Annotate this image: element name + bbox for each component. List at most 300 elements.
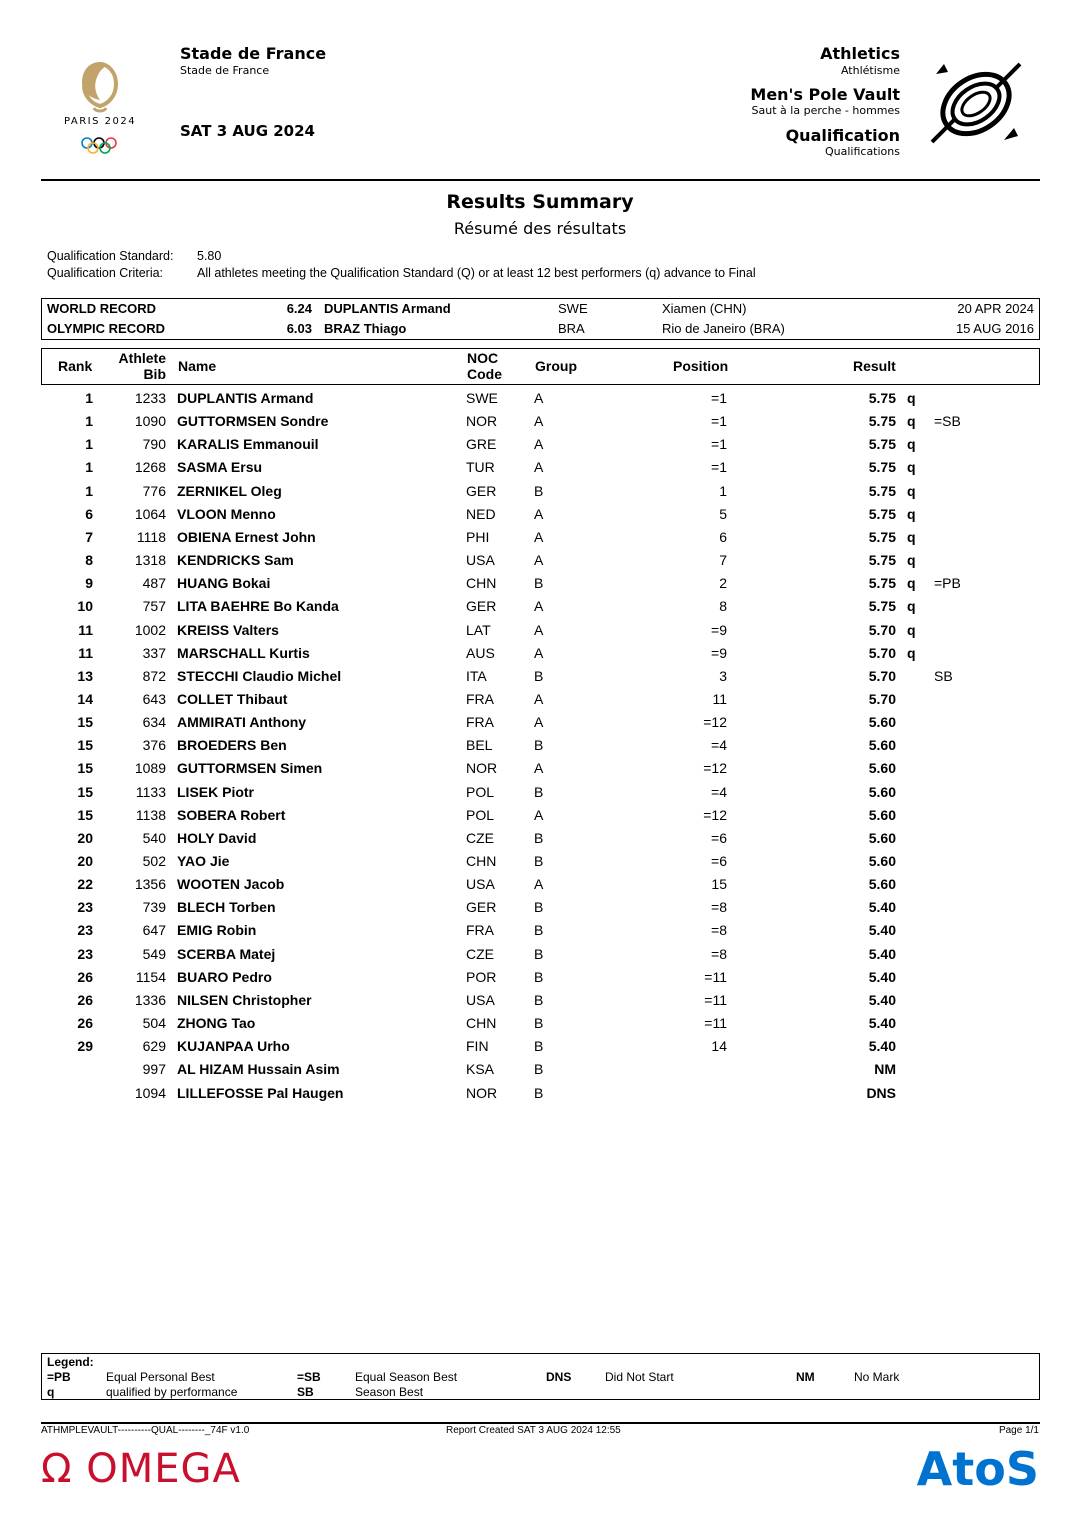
- rank-cell: 1: [85, 436, 93, 453]
- noc-cell: NOR: [466, 760, 498, 777]
- result-cell: 5.75: [868, 528, 896, 545]
- rank-cell: 9: [85, 575, 93, 592]
- athlete-name: YAO Jie: [177, 853, 230, 869]
- bib-cell: 1233: [134, 390, 166, 406]
- noc-cell: FIN: [466, 1038, 489, 1055]
- logo-text: PARIS 2024: [64, 116, 137, 127]
- bib-cell: 540: [142, 829, 166, 846]
- note-cell: =PB: [934, 575, 961, 592]
- venue-name-fr: Stade de France: [180, 64, 270, 77]
- bib-cell: 1090: [134, 413, 166, 430]
- bib-cell: 1002: [134, 621, 166, 638]
- phase-name: Qualification: [785, 126, 900, 145]
- group-cell: B: [534, 945, 544, 962]
- bib-cell: 629: [142, 1038, 166, 1055]
- rank-cell: 6: [85, 505, 93, 522]
- bib-cell: 1133: [135, 783, 166, 800]
- rank-cell: 11: [78, 621, 93, 638]
- group-cell: A: [534, 621, 544, 638]
- position-cell: =4: [711, 737, 727, 754]
- qualified-mark: q: [907, 598, 916, 615]
- group-cell: A: [534, 436, 544, 453]
- position-cell: 14: [711, 1038, 727, 1055]
- athlete-name: AMMIRATI Anthony: [177, 714, 307, 731]
- result-cell: 5.60: [868, 876, 896, 893]
- table-row: [41, 757, 1041, 780]
- bib-cell: 1118: [136, 528, 166, 545]
- result-cell: 5.60: [868, 806, 896, 823]
- athlete-name: LISEK Piotr: [177, 783, 255, 800]
- result-cell: 5.75: [868, 598, 896, 615]
- result-cell: 5.60: [868, 829, 896, 846]
- result-cell: 5.60: [868, 783, 896, 800]
- athlete-name: HOLY David: [177, 829, 257, 846]
- athlete-name: GUTTORMSEN Simen: [177, 760, 323, 777]
- bib-cell: 487: [142, 575, 166, 592]
- rank-cell: 15: [77, 783, 93, 800]
- world-record-row: [42, 299, 1039, 318]
- result-cell: 5.60: [868, 760, 896, 777]
- result-cell: 5.70: [868, 644, 896, 661]
- bib-cell: 1336: [134, 991, 166, 1008]
- qual-standard-value: 5.80: [197, 249, 222, 263]
- group-cell: B: [534, 1038, 544, 1055]
- result-cell: 5.70: [868, 667, 896, 684]
- group-cell: B: [534, 829, 544, 846]
- noc-cell: ITA: [466, 667, 487, 684]
- group-cell: A: [534, 390, 544, 406]
- noc-cell: KSA: [466, 1061, 495, 1078]
- group-cell: A: [534, 505, 544, 522]
- position-cell: 5: [719, 505, 727, 522]
- athlete-name: OBIENA Ernest John: [177, 528, 316, 545]
- record-mark: 6.24: [286, 301, 312, 316]
- bib-cell: 376: [142, 737, 166, 754]
- noc-cell: CZE: [466, 945, 494, 962]
- table-row: [41, 919, 1041, 942]
- athlete-name: SCERBA Matej: [177, 945, 276, 962]
- athlete-name: SASMA Ersu: [177, 459, 263, 476]
- athlete-name: VLOON Menno: [177, 505, 276, 522]
- col-result: Result: [853, 358, 896, 374]
- bib-cell: 1268: [134, 459, 166, 476]
- qual-standard-label: Qualification Standard:: [47, 249, 174, 263]
- paris-2024-emblem-icon: [50, 50, 150, 160]
- table-row: [41, 595, 1041, 618]
- bib-cell: 1318: [134, 552, 166, 569]
- result-cell: 5.75: [868, 575, 896, 592]
- bib-cell: 647: [142, 922, 166, 939]
- rank-cell: 1: [85, 459, 93, 476]
- bib-cell: 634: [142, 714, 166, 731]
- legend-code: SB: [297, 1385, 314, 1399]
- group-cell: B: [534, 482, 544, 499]
- group-cell: B: [534, 899, 544, 916]
- rank-cell: 1: [85, 390, 93, 406]
- rank-cell: 1: [85, 413, 93, 430]
- report-code: ATHMPLEVAULT----------QUAL--------_74F v1.0: [41, 1425, 250, 1436]
- athlete-name: BLECH Torben: [177, 899, 276, 916]
- bib-cell: 776: [142, 482, 166, 499]
- result-cell: 5.40: [868, 922, 896, 939]
- athlete-name: KUJANPAA Urho: [177, 1038, 290, 1055]
- group-cell: B: [534, 1061, 544, 1078]
- noc-cell: CHN: [466, 575, 497, 592]
- result-cell: 5.60: [868, 853, 896, 869]
- legend-box: [41, 1353, 1040, 1400]
- report-created: Report Created SAT 3 AUG 2024 12:55: [446, 1425, 621, 1436]
- note-cell: SB: [934, 667, 953, 684]
- legend-desc: Season Best: [355, 1385, 424, 1399]
- noc-cell: CZE: [466, 829, 494, 846]
- bib-cell: 997: [142, 1061, 166, 1078]
- athlete-name: BROEDERS Ben: [177, 737, 287, 754]
- athlete-name: HUANG Bokai: [177, 575, 271, 592]
- legend-code: =PB: [47, 1370, 71, 1384]
- page-subtitle: Résumé des résultats: [453, 219, 627, 238]
- venue-name: Stade de France: [180, 44, 327, 63]
- records-box: [41, 298, 1040, 340]
- table-row: [41, 804, 1041, 827]
- rank-cell: 26: [77, 968, 93, 985]
- event-date: SAT 3 AUG 2024: [180, 122, 315, 140]
- position-cell: =8: [711, 899, 727, 916]
- rank-cell: 1: [85, 482, 93, 499]
- result-cell: 5.40: [868, 1015, 896, 1032]
- noc-cell: USA: [466, 552, 495, 569]
- table-row: [41, 827, 1041, 850]
- rank-cell: 23: [77, 922, 93, 939]
- position-cell: =4: [711, 783, 727, 800]
- rank-cell: 13: [77, 667, 93, 684]
- rank-cell: 14: [77, 690, 93, 707]
- rank-cell: 10: [77, 598, 93, 615]
- position-cell: =12: [703, 760, 727, 777]
- record-date: 15 AUG 2016: [955, 321, 1034, 336]
- noc-cell: NED: [466, 505, 496, 522]
- col-position: Position: [673, 358, 729, 374]
- group-cell: B: [534, 991, 544, 1008]
- athlete-name: EMIG Robin: [177, 922, 257, 939]
- qualified-mark: q: [907, 482, 916, 499]
- record-place: Rio de Janeiro (BRA): [662, 321, 785, 336]
- record-holder: BRAZ Thiago: [324, 321, 407, 336]
- results-table-header: [41, 348, 1040, 385]
- bib-cell: 1356: [134, 876, 166, 893]
- noc-cell: FRA: [466, 690, 494, 707]
- bib-cell: 504: [142, 1015, 166, 1032]
- record-date: 20 APR 2024: [957, 301, 1034, 316]
- rank-cell: 7: [85, 528, 93, 545]
- bib-cell: 790: [142, 436, 166, 453]
- position-cell: =12: [703, 806, 727, 823]
- result-cell: 5.75: [868, 390, 896, 406]
- noc-cell: POL: [466, 806, 495, 823]
- table-row: [41, 433, 1041, 456]
- result-cell: 5.75: [868, 505, 896, 522]
- noc-cell: USA: [466, 991, 495, 1008]
- group-cell: A: [534, 413, 544, 430]
- qualified-mark: q: [907, 644, 916, 661]
- athlete-name: DUPLANTIS Armand: [177, 390, 314, 406]
- event-name-fr: Saut à la perche - hommes: [751, 104, 900, 117]
- athlete-name: WOOTEN Jacob: [177, 876, 285, 893]
- noc-cell: BEL: [466, 737, 493, 754]
- athlete-name: STECCHI Claudio Michel: [177, 667, 342, 684]
- bib-cell: 643: [142, 690, 166, 707]
- table-row: [41, 549, 1041, 572]
- table-row: [41, 526, 1041, 549]
- table-row: [41, 665, 1041, 688]
- result-cell: 5.40: [868, 968, 896, 985]
- group-cell: B: [534, 575, 544, 592]
- athlete-name: MARSCHALL Kurtis: [177, 644, 310, 661]
- athlete-name: ZHONG Tao: [177, 1015, 256, 1032]
- position-cell: 7: [719, 552, 727, 569]
- col-rank: Rank: [58, 358, 93, 374]
- athlete-name: BUARO Pedro: [177, 968, 272, 985]
- qualified-mark: q: [907, 575, 916, 592]
- group-cell: B: [534, 853, 544, 869]
- rank-cell: 22: [77, 876, 93, 893]
- table-row: [41, 503, 1041, 526]
- position-cell: =1: [711, 459, 727, 476]
- athlete-name: KARALIS Emmanouil: [177, 436, 319, 453]
- legend-desc: Equal Personal Best: [106, 1370, 215, 1384]
- noc-cell: FRA: [466, 714, 494, 731]
- table-row: [41, 1012, 1041, 1035]
- legend-code: q: [47, 1385, 55, 1399]
- legend-desc: Equal Season Best: [355, 1370, 458, 1384]
- table-row: [41, 896, 1041, 919]
- group-cell: A: [534, 528, 544, 545]
- rank-cell: 26: [77, 1015, 93, 1032]
- olympic-record-row: [42, 319, 1039, 338]
- position-cell: =1: [711, 390, 727, 406]
- table-row: [41, 734, 1041, 757]
- bib-cell: 757: [142, 598, 166, 615]
- col-bib: Bib: [143, 366, 166, 382]
- rank-cell: 20: [77, 829, 93, 846]
- bib-cell: 502: [142, 853, 166, 869]
- group-cell: B: [534, 1084, 544, 1101]
- athlete-name: LILLEFOSSE Pal Haugen: [177, 1084, 344, 1101]
- noc-cell: POL: [466, 783, 495, 800]
- result-cell: 5.60: [868, 714, 896, 731]
- position-cell: =8: [711, 945, 727, 962]
- qualified-mark: q: [907, 505, 916, 522]
- athlete-name: KENDRICKS Sam: [177, 552, 294, 569]
- legend-code: =SB: [297, 1370, 321, 1384]
- atos-logo: AtoS: [916, 1442, 1039, 1496]
- position-cell: =11: [704, 968, 727, 985]
- col-name: Name: [178, 358, 217, 374]
- result-cell: 5.75: [868, 436, 896, 453]
- noc-cell: POR: [466, 968, 497, 985]
- position-cell: =11: [704, 991, 727, 1008]
- result-cell: 5.70: [868, 690, 896, 707]
- position-cell: 2: [719, 575, 727, 592]
- table-row: [41, 711, 1041, 734]
- legend-desc: qualified by performance: [106, 1385, 238, 1399]
- rank-cell: 20: [77, 853, 93, 869]
- qualified-mark: q: [907, 552, 916, 569]
- rank-cell: 15: [77, 737, 93, 754]
- table-row: [41, 850, 1041, 873]
- group-cell: B: [534, 968, 544, 985]
- rank-cell: 11: [78, 644, 93, 661]
- bib-cell: 872: [142, 667, 166, 684]
- group-cell: B: [534, 667, 544, 684]
- position-cell: =9: [711, 644, 727, 661]
- col-code: Code: [467, 366, 502, 382]
- sport-name-fr: Athlétisme: [840, 64, 900, 77]
- result-cell: DNS: [866, 1084, 896, 1101]
- athlete-name: LITA BAEHRE Bo Kanda: [177, 598, 339, 615]
- noc-cell: GER: [466, 482, 497, 499]
- footer-divider: [41, 1422, 1040, 1424]
- group-cell: A: [534, 714, 544, 731]
- position-cell: =6: [711, 829, 727, 846]
- table-row: [41, 943, 1041, 966]
- rank-cell: 15: [77, 806, 93, 823]
- record-noc: BRA: [558, 321, 585, 336]
- record-noc: SWE: [558, 301, 588, 316]
- noc-cell: GER: [466, 598, 497, 615]
- result-cell: 5.40: [868, 945, 896, 962]
- omega-logo: Ω OMEGA: [41, 1446, 241, 1492]
- page-title: Results Summary: [446, 191, 634, 213]
- legend-code: NM: [796, 1370, 815, 1384]
- noc-cell: TUR: [466, 459, 495, 476]
- group-cell: B: [534, 783, 544, 800]
- bib-cell: 1089: [134, 760, 166, 777]
- table-row: [41, 480, 1041, 503]
- position-cell: =6: [711, 853, 727, 869]
- position-cell: 15: [711, 876, 727, 893]
- result-cell: 5.75: [868, 459, 896, 476]
- noc-cell: CHN: [466, 853, 497, 869]
- record-mark: 6.03: [286, 321, 312, 336]
- bib-cell: 549: [142, 945, 166, 962]
- phase-name-fr: Qualifications: [824, 145, 900, 158]
- legend-desc: No Mark: [854, 1370, 900, 1384]
- group-cell: B: [534, 737, 544, 754]
- table-row: [41, 1035, 1041, 1058]
- athlete-name: NILSEN Christopher: [177, 991, 312, 1008]
- position-cell: =8: [711, 922, 727, 939]
- athlete-name: GUTTORMSEN Sondre: [177, 413, 329, 430]
- athlete-name: KREISS Valters: [177, 621, 279, 638]
- athlete-name: SOBERA Robert: [177, 806, 286, 823]
- position-cell: 11: [712, 690, 727, 707]
- qualified-mark: q: [907, 390, 916, 406]
- table-row: [41, 1082, 1041, 1105]
- table-row: [41, 619, 1041, 642]
- result-cell: 5.75: [868, 552, 896, 569]
- sport-name: Athletics: [820, 44, 900, 63]
- col-noc: NOC: [467, 350, 499, 366]
- qualified-mark: q: [907, 459, 916, 476]
- table-row: [41, 688, 1041, 711]
- result-cell: 5.75: [868, 482, 896, 499]
- noc-cell: FRA: [466, 922, 494, 939]
- page-number: Page 1/1: [998, 1425, 1039, 1436]
- table-row: [41, 410, 1041, 433]
- result-cell: 5.40: [868, 991, 896, 1008]
- position-cell: =1: [711, 413, 727, 430]
- result-cell: 5.75: [868, 413, 896, 430]
- pole-vault-pictogram-icon: [926, 58, 1024, 148]
- noc-cell: CHN: [466, 1015, 497, 1032]
- noc-cell: NOR: [466, 1084, 498, 1101]
- qual-criteria-label: Qualification Criteria:: [47, 266, 164, 280]
- rank-cell: 23: [77, 945, 93, 962]
- group-cell: A: [534, 598, 544, 615]
- noc-cell: NOR: [466, 413, 498, 430]
- noc-cell: LAT: [466, 621, 491, 638]
- note-cell: =SB: [934, 413, 961, 430]
- result-cell: 5.60: [868, 737, 896, 754]
- paris-2024-logo: [50, 50, 150, 160]
- table-row: [41, 387, 1041, 410]
- col-group: Group: [535, 358, 577, 374]
- rank-cell: 8: [85, 552, 93, 569]
- noc-cell: USA: [466, 876, 495, 893]
- bib-cell: 337: [142, 644, 166, 661]
- result-cell: 5.40: [868, 1038, 896, 1055]
- bib-cell: 739: [142, 899, 166, 916]
- group-cell: A: [534, 690, 544, 707]
- position-cell: =1: [711, 436, 727, 453]
- result-cell: 5.70: [868, 621, 896, 638]
- record-place: Xiamen (CHN): [662, 301, 747, 316]
- group-cell: A: [534, 806, 544, 823]
- position-cell: 3: [719, 667, 727, 684]
- rank-cell: 15: [77, 760, 93, 777]
- bib-cell: 1154: [135, 968, 166, 985]
- result-cell: NM: [874, 1061, 896, 1078]
- noc-cell: SWE: [466, 390, 498, 406]
- position-cell: =11: [704, 1015, 727, 1032]
- header-divider: [41, 179, 1040, 181]
- rank-cell: 29: [77, 1038, 93, 1055]
- noc-cell: GER: [466, 899, 497, 916]
- position-cell: 6: [719, 528, 727, 545]
- rank-cell: 26: [77, 991, 93, 1008]
- result-cell: 5.40: [868, 899, 896, 916]
- group-cell: A: [534, 876, 544, 893]
- table-row: [41, 642, 1041, 665]
- position-cell: 1: [719, 482, 727, 499]
- rank-cell: 15: [77, 714, 93, 731]
- athlete-name: AL HIZAM Hussain Asim: [177, 1061, 340, 1078]
- table-row: [41, 873, 1041, 896]
- group-cell: A: [534, 552, 544, 569]
- athlete-name: COLLET Thibaut: [177, 690, 288, 707]
- noc-cell: PHI: [466, 528, 490, 545]
- group-cell: A: [534, 644, 544, 661]
- group-cell: A: [534, 760, 544, 777]
- table-row: [41, 989, 1041, 1012]
- table-row: [41, 572, 1041, 595]
- col-athlete: Athlete: [118, 350, 166, 366]
- noc-cell: GRE: [466, 436, 497, 453]
- qualified-mark: q: [907, 436, 916, 453]
- qualified-mark: q: [907, 621, 916, 638]
- position-cell: 8: [719, 598, 727, 615]
- record-label: OLYMPIC RECORD: [47, 321, 165, 336]
